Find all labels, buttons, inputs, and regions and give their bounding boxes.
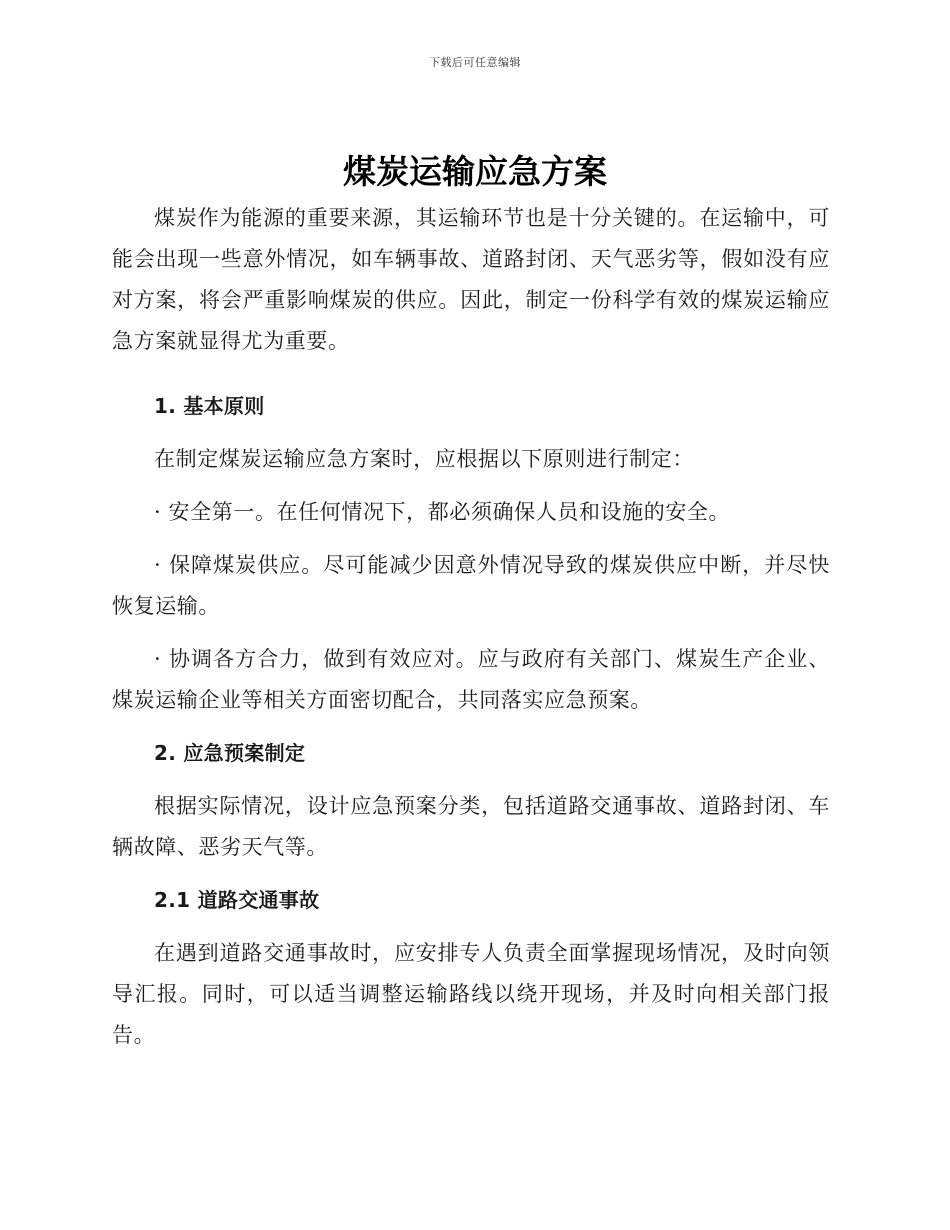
bullet-item-2: · 保障煤炭供应。尽可能减少因意外情况导致的煤炭供应中断，并尽快恢复运输。 (112, 553, 830, 618)
section-2-heading: 2. 应急预案制定 (154, 741, 306, 765)
section-1-heading: 1. 基本原则 (154, 394, 265, 418)
section-2-1-heading: 2.1 道路交通事故 (154, 888, 320, 912)
section-2-1-body: 在遇到道路交通事故时，应安排专人负责全面掌握现场情况，及时向领导汇报。同时，可以适当调整运输路线以绕开现场，并及时向相关部门报告。 (112, 941, 830, 1047)
bullet-item-3: · 协调各方合力，做到有效应对。应与政府有关部门、煤炭生产企业、煤炭运输企业等相关方面密切配合，共同落实应急预案。 (112, 647, 830, 712)
intro-paragraph: 煤炭作为能源的重要来源，其运输环节也是十分关键的。在运输中，可能会出现一些意外情况，如车辆事故、道路封闭、天气恶劣等，假如没有应对方案，将会严重影响煤炭的供应。因此，制定一份科学有效的煤炭运输应急方案就显得尤为重要。 (112, 206, 830, 353)
section-2-body: 根据实际情况，设计应急预案分类，包括道路交通事故、道路封闭、车辆故障、恶劣天气等。 (112, 794, 830, 859)
document-body (112, 198, 830, 1068)
header-note: 下载后可任意编辑 (429, 56, 521, 69)
bullet-item-1: · 安全第一。在任何情况下，都必须确保人员和设施的安全。 (154, 500, 731, 524)
document-title: 煤炭运输应急方案 (343, 152, 607, 191)
section-1-lead: 在制定煤炭运输应急方案时，应根据以下原则进行制定： (154, 447, 694, 471)
